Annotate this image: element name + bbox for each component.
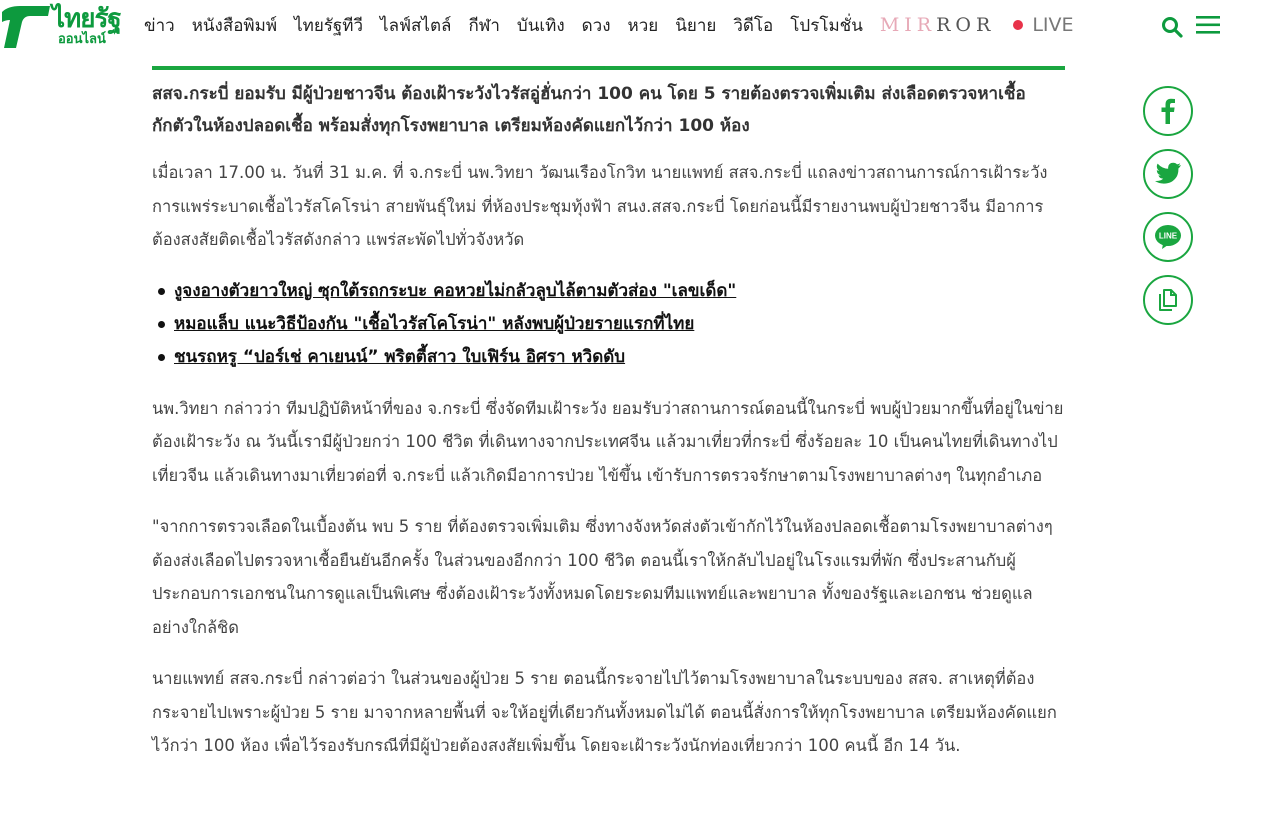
copy-link-button[interactable] bbox=[1143, 275, 1193, 325]
mirror-logo-part-b: ROR bbox=[936, 14, 996, 36]
thairath-logo-mark-icon bbox=[0, 4, 52, 48]
article-paragraph-1: เมื่อเวลา 17.00 น. วันที่ 31 ม.ค. ที่ จ.กระบี่ นพ.วิทยา วัฒนเรืองโกวิท นายแพทย์ สสจ.กระบี่ แถลงข่าวสถานการณ์การเฝ้าระวังการแพร่ระบาดเชื้อไวรัสโคโรน่า สายพันธุ์ใหม่ ที่ห้องประชุมทุ้งฟ้า สนง.สสจ.กระบี่ โดยก่อนนี้มีรายงานพบผู้ป่วยชาวจีน มีอาการต้องสงสัยติดเชื้อไวรัสดังกล่าว แพร่สะพัดไปทั่วจังหวัด bbox=[152, 163, 1048, 249]
nav-item-sport[interactable]: กีฬา bbox=[468, 15, 500, 36]
related-link-item bbox=[158, 275, 1064, 308]
live-dot-icon bbox=[1013, 20, 1023, 30]
article-paragraph-2: นพ.วิทยา กล่าวว่า ทีมปฏิบัติหน้าที่ของ จ.กระบี่ ซึ่งจัดทีมเฝ้าระวัง ยอมรับว่าสถานการณ์ตอนนี้ในกระบี่ พบผู้ป่วยมากขึ้นที่อยู่ในข่ายต้องเฝ้าระวัง ณ วันนี้เรามีผู้ป่วยกว่า 100 ชีวิต ที่เดินทางจากประเทศจีน แล้วมาเที่ยวที่กระบี่ ซึ่งร้อยละ 10 เป็นคนไทยที่เดินทางไปเที่ยวจีน แล้วเดินทางมาเที่ยวต่อที่ จ.กระบี่ แล้วเกิดมีอาการป่วย ไข้ขึ้น เข้ารับการตรวจรักษาตามโรงพยาบาลต่างๆ ในทุกอำเภอ bbox=[152, 398, 1064, 485]
article-body bbox=[152, 78, 1064, 781]
nav-item-newspaper[interactable]: หนังสือพิมพ์ bbox=[191, 15, 278, 36]
logo-text: ไทยรัฐ bbox=[52, 4, 121, 34]
article-top-rule bbox=[152, 66, 1065, 70]
logo-subtext: ออนไลน์ bbox=[58, 32, 106, 47]
nav-item-promotion[interactable]: โปรโมชั่น bbox=[790, 15, 863, 36]
related-link-item bbox=[158, 308, 1064, 341]
share-bar bbox=[1143, 86, 1193, 338]
thairath-logo[interactable] bbox=[0, 4, 125, 48]
nav-item-horoscope[interactable]: ดวง bbox=[581, 15, 611, 36]
copy-link-icon bbox=[1154, 286, 1182, 314]
nav-item-novel[interactable]: นิยาย bbox=[675, 15, 717, 36]
nav-item-thairath-tv[interactable]: ไทยรัฐทีวี bbox=[294, 15, 364, 36]
nav-item-live[interactable] bbox=[1013, 14, 1073, 36]
share-facebook-button[interactable] bbox=[1143, 86, 1193, 136]
nav-item-lottery[interactable]: หวย bbox=[627, 15, 659, 36]
nav-item-lifestyle[interactable]: ไลฟ์สไตล์ bbox=[380, 15, 452, 36]
related-links bbox=[158, 275, 1064, 374]
search-icon[interactable] bbox=[1160, 15, 1184, 39]
mirror-logo-part-a: MIR bbox=[879, 14, 937, 36]
site-header bbox=[0, 0, 1265, 52]
line-icon bbox=[1154, 224, 1182, 250]
main-nav bbox=[144, 10, 1074, 40]
article-paragraph-3: "จากการตรวจเลือดในเบื้องต้น พบ 5 ราย ที่ต้องตรวจเพิ่มเติม ซึ่งทางจังหวัดส่งตัวเข้ากักไว้ในห้องปลอดเชื้อตามโรงพยาบาลต่างๆ ต้องส่งเลือดไปตรวจหาเชื้อยืนยันอีกครั้ง ในส่วนของอีกกว่า 100 ชีวิต ตอนนี้เราให้กลับไปอยู่ในโรงแรมที่พัก ซึ่งประสานกับผู้ประกอบการเอกชนในการดูแลเป็นพิเศษ ซึ่งต้องเฝ้าระวังทั้งหมดโดยระดมทีมแพทย์และพยาบาล ทั้งของรัฐและเอกชน ช่วยดูแลอย่างใกล้ชิด bbox=[152, 517, 1053, 637]
article-lead: สสจ.กระบี่ ยอมรับ มีผู้ป่วยชาวจีน ต้องเฝ้าระวังไวรัสอู่ฮั่นกว่า 100 คน โดย 5 รายต้องตรวจเพิ่มเติม ส่งเลือดตรวจหาเชื้อ กักตัวในห้องปลอดเชื้อ พร้อมสั่งทุกโรงพยาบาล เตรียมห้องคัดแยกไว้กว่า 100 ห้อง bbox=[152, 84, 1026, 136]
hamburger-menu-icon[interactable] bbox=[1196, 14, 1220, 36]
facebook-icon bbox=[1157, 98, 1179, 124]
svg-text:LINE: LINE bbox=[1158, 231, 1178, 241]
share-line-button[interactable] bbox=[1143, 212, 1193, 262]
nav-item-entertainment[interactable]: บันเทิง bbox=[516, 15, 565, 36]
twitter-icon bbox=[1154, 162, 1182, 186]
related-link-lab-doctor[interactable]: หมอแล็บ แนะวิธีป้องกัน "เชื้อไวรัสโคโรน่า" หลังพบผู้ป่วยรายแรกที่ไทย bbox=[174, 313, 695, 334]
related-link-porsche-crash[interactable]: ชนรถหรู “ปอร์เช่ คาเยนน์” พริตตี้สาว ใบเฟิร์น อิศรา หวิดดับ bbox=[174, 346, 626, 367]
related-link-item bbox=[158, 341, 1064, 374]
nav-item-news[interactable]: ข่าว bbox=[144, 15, 175, 36]
share-twitter-button[interactable] bbox=[1143, 149, 1193, 199]
nav-item-mirror[interactable] bbox=[880, 14, 995, 36]
related-link-snake[interactable]: งูจงอางตัวยาวใหญ่ ซุกใต้รถกระบะ คอหวยไม่กลัวลูบไล้ตามตัวส่อง "เลขเด็ด" bbox=[174, 280, 737, 301]
live-label: LIVE bbox=[1032, 14, 1074, 36]
article-paragraph-4: นายแพทย์ สสจ.กระบี่ กล่าวต่อว่า ในส่วนของผู้ป่วย 5 ราย ตอนนี้กระจายไปไว้ตามโรงพยาบาลในระบบของ สสจ. สาเหตุที่ต้องกระจายไปเพราะผู้ป่วย 5 ราย มาจากหลายพื้นที่ จะให้อยู่ที่เดียวกันทั้งหมดไม่ได้ ตอนนี้สั่งการให้ทุกโรงพยาบาล เตรียมห้องคัดแยกไว้กว่า 100 ห้อง เพื่อไว้รองรับกรณีที่มีผู้ป่วยต้องสงสัยเพิ่มขึ้น โดยจะเฝ้าระวังนักท่องเที่ยวกว่า 100 คนนี้ อีก 14 วัน. bbox=[152, 669, 1057, 755]
nav-item-video[interactable]: วิดีโอ bbox=[733, 15, 774, 36]
